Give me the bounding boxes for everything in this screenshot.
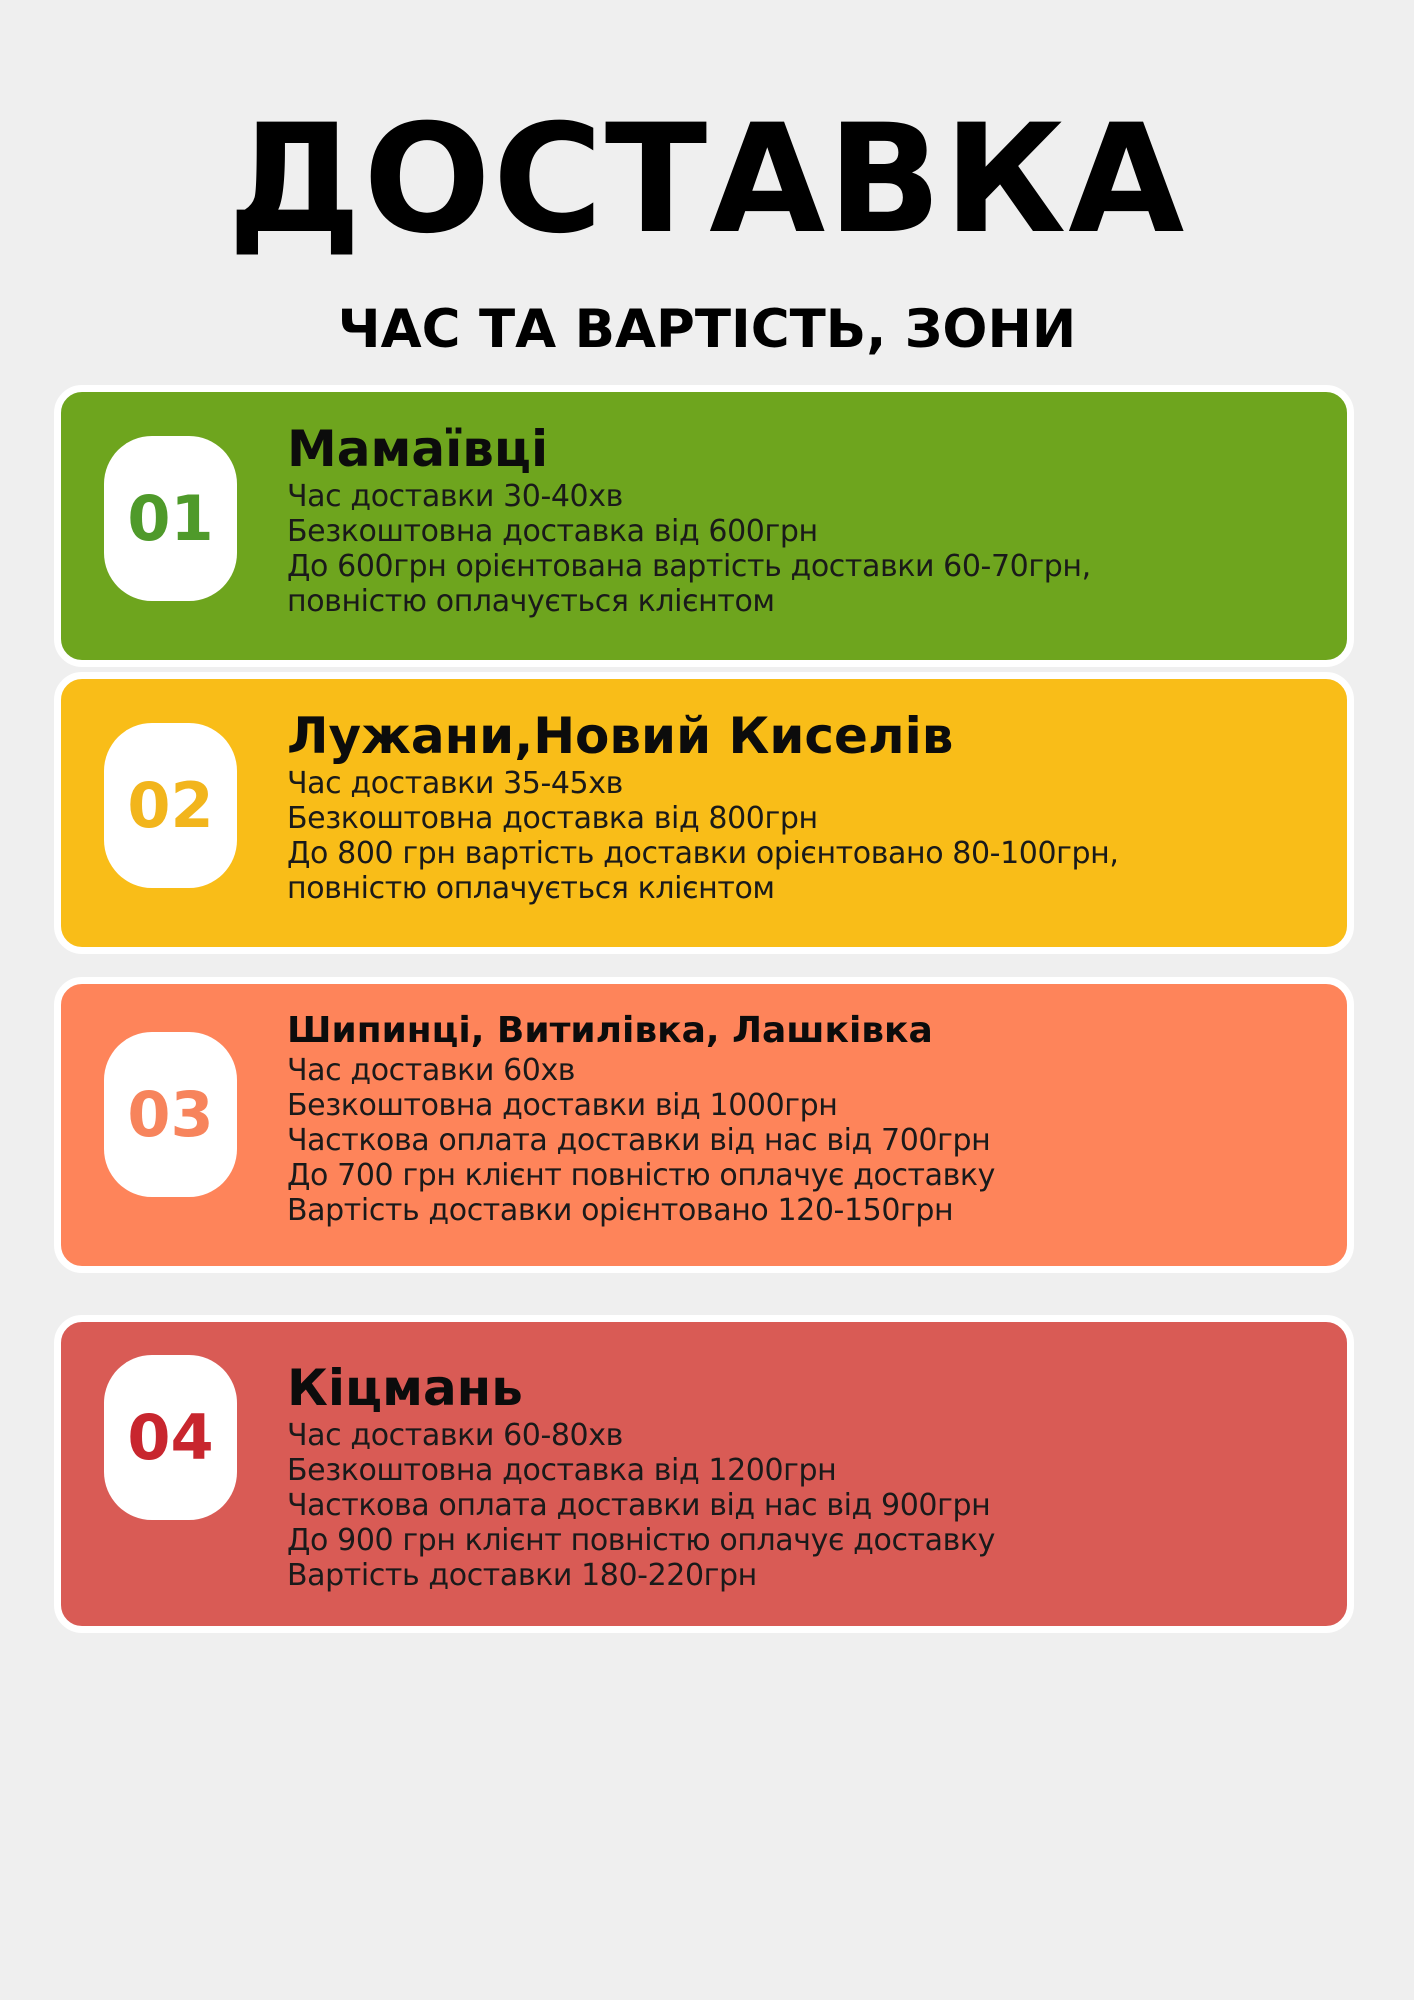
zone-number: 04 xyxy=(127,1401,214,1474)
zone-detail-line: Безкоштовна доставки від 1000грн xyxy=(287,1088,838,1123)
zone-number: 01 xyxy=(127,482,214,555)
zone-detail-line: Безкоштовна доставка від 600грн xyxy=(287,514,818,549)
zone-detail-line: повністю оплачується клієнтом xyxy=(287,584,775,619)
zone-detail-line: Безкоштовна доставка від 800грн xyxy=(287,801,818,836)
zone-detail-line: Вартість доставки орієнтовано 120-150грн xyxy=(287,1193,954,1228)
zone-content xyxy=(287,1009,1327,1228)
zone-name: Шипинці, Витилівка, Лашківка xyxy=(287,1010,933,1051)
zone-detail-line: До 600грн орієнтована вартість доставки 60-70грн, xyxy=(287,549,1091,584)
zone-detail-line: До 900 грн клієнт повністю оплачує доставку xyxy=(287,1523,995,1558)
zone-detail-line: До 700 грн клієнт повністю оплачує доставку xyxy=(287,1158,995,1193)
zone-number-badge xyxy=(104,436,237,601)
zone-content xyxy=(287,706,1327,906)
zone-detail-line: Час доставки 60-80хв xyxy=(287,1418,623,1453)
zone-detail-line: Час доставки 60хв xyxy=(287,1053,576,1088)
zone-number-badge xyxy=(104,1355,237,1520)
zone-name: Мамаївці xyxy=(287,420,549,478)
zone-content xyxy=(287,419,1327,619)
zone-content xyxy=(287,1358,1327,1593)
zone-card-2 xyxy=(54,672,1354,954)
zone-number: 03 xyxy=(127,1078,214,1151)
zone-detail-line: Часткова оплата доставки від нас від 700грн xyxy=(287,1123,991,1158)
page-title: ДОСТАВКА xyxy=(227,93,1187,267)
zone-detail-line: Безкоштовна доставка від 1200грн xyxy=(287,1453,837,1488)
zone-card-3 xyxy=(54,977,1354,1273)
zone-number-badge xyxy=(104,723,237,888)
zone-card-4 xyxy=(54,1315,1354,1633)
zone-number-badge xyxy=(104,1032,237,1197)
zone-detail-line: Час доставки 35-45хв xyxy=(287,766,623,801)
page-subtitle: ЧАС ТА ВАРТІСТЬ, ЗОНИ xyxy=(337,299,1077,360)
zone-detail-line: До 800 грн вартість доставки орієнтовано 80-100грн, xyxy=(287,836,1119,871)
zone-detail-line: Часткова оплата доставки від нас від 900грн xyxy=(287,1488,991,1523)
zone-name: Кіцмань xyxy=(287,1359,523,1417)
zone-detail-line: Вартість доставки 180-220грн xyxy=(287,1558,757,1593)
zone-name: Лужани,Новий Киселів xyxy=(287,707,954,765)
zone-number: 02 xyxy=(127,769,214,842)
zone-card-1 xyxy=(54,385,1354,667)
zone-detail-line: повністю оплачується клієнтом xyxy=(287,871,775,906)
zone-detail-line: Час доставки 30-40хв xyxy=(287,479,623,514)
